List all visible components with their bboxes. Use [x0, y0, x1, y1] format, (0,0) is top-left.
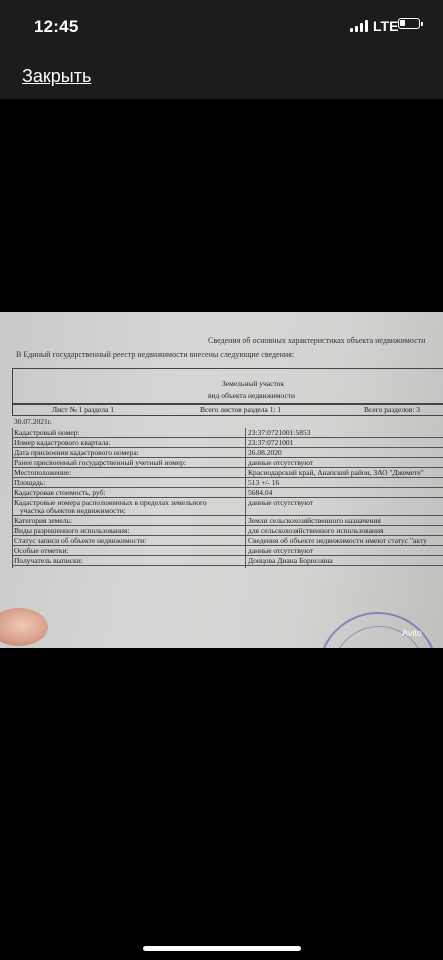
sheet-number: Лист № 1 раздела 1: [52, 405, 114, 414]
table-row: Дата присвоения кадастрового номера: 26.08.2020: [12, 448, 443, 458]
table-row: Номер кадастрового квартала: 23:37:0721001: [12, 438, 443, 448]
status-bar: [0, 0, 443, 52]
total-sheets: Всего листов раздела 1: 1: [200, 405, 282, 414]
doc-intro: В Единый государственный реестр недвижимости внесены следующие сведения:: [16, 350, 295, 359]
object-type: Земельный участок: [222, 379, 285, 388]
table-row: Кадастровый номер: 23:37:0721001:5853: [12, 428, 443, 438]
table-row: Получатель выписки: Донцова Диана Борисовна: [12, 556, 443, 566]
table-row: Кадастровая стоимость, руб: 5684.04: [12, 488, 443, 498]
table-row: Местоположение: Краснодарский край, Анапский район, ЗАО "Джемете": [12, 468, 443, 478]
fingertip: [0, 608, 48, 646]
doc-date: 30.07.2021г.: [14, 417, 52, 426]
doc-heading: Сведения об основных характеристиках объекта недвижимости: [208, 336, 426, 345]
table-row: Категория земель: Земли сельскохозяйственного назначения: [12, 516, 443, 526]
table-row: Ранее присвоенный государственный учетный номер: данные отсутствуют: [12, 458, 443, 468]
table-row: Особые отметки: данные отсутствуют: [12, 546, 443, 556]
object-type-caption: вид объекта недвижимости: [208, 391, 296, 400]
table-row: Площадь: 513 +/- 16: [12, 478, 443, 488]
watermark: Avito: [402, 628, 422, 638]
close-button[interactable]: Закрыть: [22, 66, 92, 86]
signal-icon: [350, 20, 370, 32]
clock: 12:45: [34, 17, 79, 36]
network-label: LTE: [373, 18, 399, 34]
table-row: Статус записи об объекте недвижимости: Сведения об объекте недвижимости имеют статус "акту: [12, 536, 443, 546]
total-sections: Всего разделов: 3: [364, 405, 421, 414]
home-indicator[interactable]: [143, 946, 301, 951]
table-row: Кадастровые номера расположенных в пределах земельного участка объектов недвижимости: данные отсутствуют: [12, 498, 443, 516]
table-row: Виды разрешенного использования: для сельскохозяйственного использования: [12, 526, 443, 536]
battery-icon: [398, 18, 420, 29]
document-photo: [0, 312, 443, 648]
